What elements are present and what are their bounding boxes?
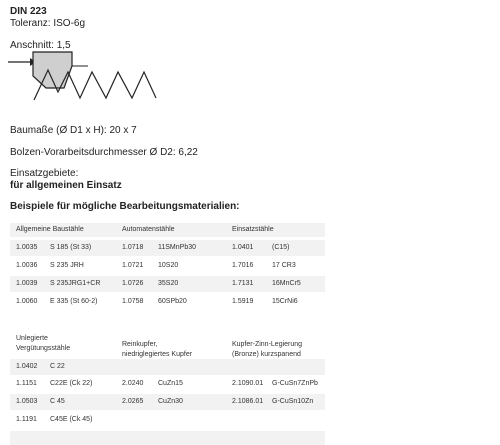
header-line: Vergütungsstähle: [16, 345, 71, 352]
table-cell: 15CrNi6: [272, 298, 298, 305]
table-cell: C22E (Ck 22): [50, 380, 93, 387]
table-cell: 2.0265: [122, 398, 144, 405]
table-cell: 1.7131: [232, 280, 254, 287]
table-cell: S 235 JRH: [50, 262, 84, 269]
table-cell: 1.5919: [232, 298, 254, 305]
table-cell: 1.0721: [122, 262, 144, 269]
table-cell: C45E (Ck 45): [50, 416, 93, 423]
table-cell: E 335 (St 60-2): [50, 298, 98, 305]
thread-diagram: [8, 50, 163, 102]
table-cell: 17 CR3: [272, 262, 296, 269]
table-cell: 1.0503: [16, 398, 38, 405]
bolzen-text: Bolzen-Vorarbeitsdurchmesser Ø D2: 6,22: [10, 147, 198, 158]
header-line: Kupfer-Zinn-Legierung: [232, 341, 303, 348]
anschnitt-text: Anschnitt: 1,5: [10, 40, 71, 51]
table-cell: 1.0726: [122, 280, 144, 287]
table2-header-bronze: [232, 340, 302, 360]
tolerance-text: Toleranz: ISO-6g: [10, 18, 86, 29]
table-cell: 2.0240: [122, 380, 144, 387]
table-cell: 1.0402: [16, 363, 38, 370]
table-cell: 11SMnPb30: [158, 244, 197, 251]
header-line: Reinkupfer,: [122, 341, 158, 348]
product-title: DIN 223: [10, 6, 47, 17]
thread-cutter-profile: [33, 52, 72, 88]
table-cell: 1.7016: [232, 262, 254, 269]
header-line: niedriglegiertes Kupfer: [122, 351, 193, 358]
table-cell: CuZn15: [158, 380, 183, 387]
table-cell: S 235JRG1+CR: [50, 280, 101, 287]
table-cell: C 22: [50, 363, 65, 370]
table-cell: 1.0401: [232, 244, 254, 251]
header-line: Unlegierte: [16, 335, 48, 342]
table-cell: 1.0036: [16, 262, 38, 269]
table-cell: 60SPb20: [158, 298, 187, 305]
header-line: (Bronze) kurzspanend: [232, 351, 301, 358]
table-cell: 1.0035: [16, 244, 38, 251]
table2-header-unlegierte: [16, 334, 70, 354]
table2-header-reinkupfer: [122, 340, 192, 360]
table-cell: 10S20: [158, 262, 179, 269]
table-cell: S 185 (St 33): [50, 244, 92, 251]
baumasse-text: Baumaße (Ø D1 x H): 20 x 7: [10, 125, 137, 136]
table2-row-band: [10, 431, 325, 445]
table1-header-baustaehle: Allgemeine Baustähle: [16, 226, 84, 233]
table-cell: (C15): [272, 244, 290, 251]
table-cell: 2.1086.01: [232, 398, 264, 405]
table-cell: CuZn30: [158, 398, 183, 405]
table1-header-einsatzstaehle: Einsatzstähle: [232, 226, 274, 233]
table-cell: 1.1151: [16, 380, 37, 387]
table-cell: 1.1191: [16, 416, 37, 423]
materials-title: Beispiele für mögliche Bearbeitungsmaterialien:: [10, 201, 240, 212]
table-cell: 35S20: [158, 280, 179, 287]
einsatz-label: Einsatzgebiete:: [10, 168, 79, 179]
table-cell: 1.0718: [122, 244, 144, 251]
table-cell: 1.0060: [16, 298, 38, 305]
table-cell: G-CuSn10Zn: [272, 398, 314, 405]
table-cell: 1.0758: [122, 298, 144, 305]
table1-header-automatenstaehle: Automatenstähle: [122, 226, 175, 233]
table-cell: G-CuSn7ZnPb: [272, 380, 318, 387]
table-cell: 16MnCr5: [272, 280, 301, 287]
table-cell: C 45: [50, 398, 65, 405]
einsatz-value: für allgemeinen Einsatz: [10, 180, 122, 191]
table-cell: 1.0039: [16, 280, 38, 287]
table-cell: 2.1090.01: [232, 380, 264, 387]
